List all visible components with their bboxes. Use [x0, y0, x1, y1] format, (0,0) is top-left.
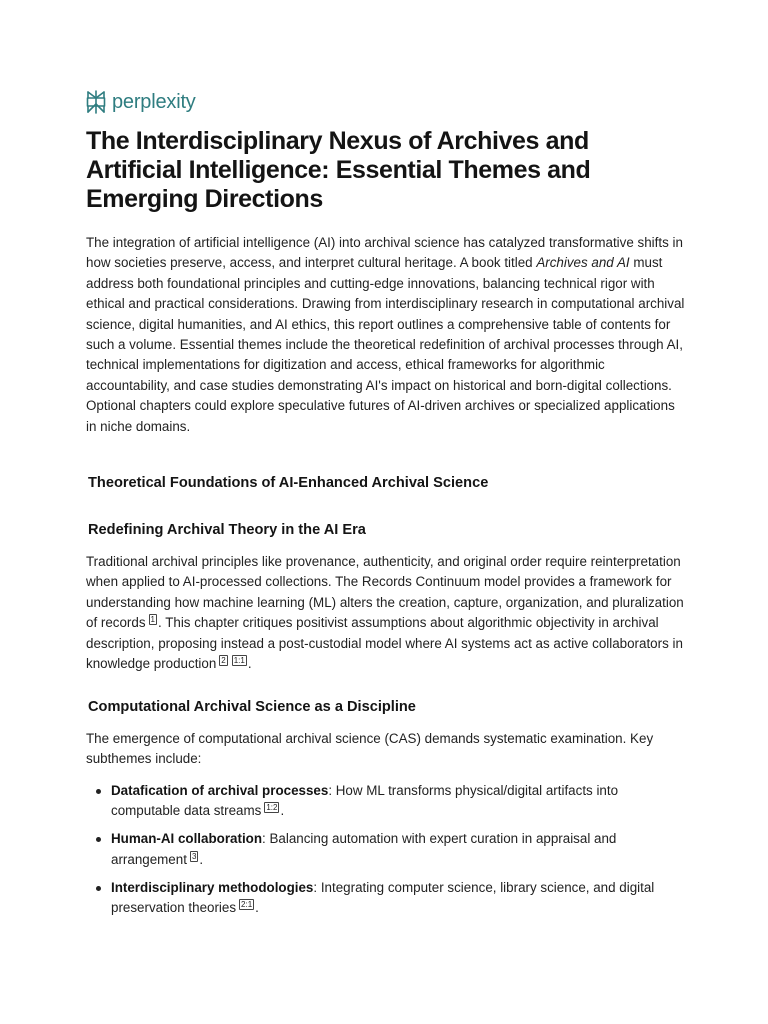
list-item-term: Human-AI collaboration: [111, 831, 263, 847]
list-item-text: : Integrating computer science, library science, and digital preservation theories: [111, 879, 655, 916]
intro-paragraph: [86, 233, 686, 437]
list-item-text: : How ML transforms physical/digital artifacts into computable data streams: [111, 783, 619, 819]
list-item: [86, 781, 686, 822]
list-item: [86, 829, 686, 870]
bullet-icon: [96, 837, 101, 842]
citation-link[interactable]: 1: [150, 615, 155, 625]
list-item-end: .: [280, 803, 285, 819]
citation-link[interactable]: 1:1: [233, 656, 245, 666]
citation-link[interactable]: 2:1: [241, 900, 253, 910]
brand-name: perplexity: [112, 91, 196, 113]
intro-book-title: Archives and AI: [536, 255, 630, 271]
page-title: The Interdisciplinary Nexus of Archives and Artificial Intelligence: Essential Themes and Emerging Directions: [86, 127, 591, 213]
intro-text-end: must address both foundational principles and cutting-edge innovations, balancing technical rigor with ethical and practical considerations. Drawing from interdisciplinary research in computational archival science, digital humanities, and AI ethics, this report outlines a comprehensive table of contents for such a volume. Essential themes include the theoretical redefinition of archival processes through AI, technical implementations for digitization and access, ethical frameworks for algorithmic accountability, and case studies demonstrating AI's impact on historical and born-digital collections. Optional chapters could explore speculative futures of AI-driven archives or specialized applications in niche domains.: [86, 255, 685, 434]
list-item-term: Datafication of archival processes: [111, 783, 329, 798]
citation-link[interactable]: 1:2: [266, 803, 278, 813]
redefining-paragraph: [86, 552, 686, 674]
list-item-end: .: [199, 851, 204, 867]
key-subthemes-list: [86, 781, 686, 926]
list-item: [86, 878, 686, 919]
bullet-icon: [96, 789, 101, 794]
citation-link[interactable]: 3: [191, 851, 197, 861]
subheading-redefining-archival-theory: Redefining Archival Theory in the AI Era: [88, 522, 366, 538]
brand-header[interactable]: [86, 88, 196, 116]
cas-paragraph: The emergence of computational archival science (CAS) demands systematic examination. Key subthemes include:: [86, 731, 654, 767]
list-item-term: Interdisciplinary methodologies: [111, 879, 314, 895]
bullet-icon: [96, 886, 101, 891]
subheading-computational-archival-science: Computational Archival Science as a Discipline: [88, 699, 416, 715]
section-heading-theoretical-foundations: Theoretical Foundations of AI-Enhanced Archival Science: [88, 475, 489, 491]
perplexity-logo-icon: [86, 90, 106, 114]
citation-link[interactable]: 2: [221, 656, 226, 666]
list-item-end: .: [255, 900, 259, 916]
redefining-text-b: . This chapter critiques positivist assumptions about algorithmic objectivity in archival description, proposing instead a post-custodial model where AI systems act as active collaborators in knowledge production: [86, 615, 683, 672]
intro-text-start: The integration of artificial intelligence (AI) into archival science has catalyzed transformative shifts in how societies preserve, access, and interpret cultural heritage. A book titled: [86, 235, 683, 271]
redefining-text-a: Traditional archival principles like provenance, authenticity, and original order require reinterpretation when applied to AI-processed collections. The Records Continuum model provides a framework for understanding how machine learning (ML) alters the creation, capture, organization, and pluralization of records: [86, 554, 684, 631]
redefining-text-c: .: [247, 656, 252, 672]
list-item-text: : Balancing automation with expert curation in appraisal and arrangement: [111, 831, 617, 867]
